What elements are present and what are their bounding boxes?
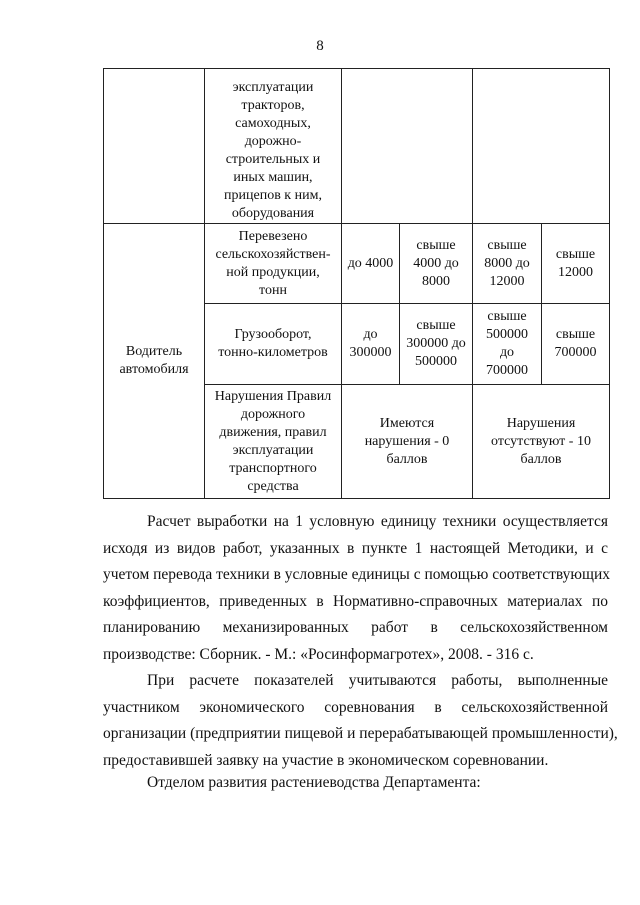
indicator-cell bbox=[205, 385, 342, 499]
paragraph-line: планированию механизированных работ в сельскохозяйственном bbox=[103, 619, 608, 636]
cell-text-line: средства bbox=[247, 478, 299, 494]
position-cell-empty bbox=[104, 69, 205, 224]
value-cell bbox=[473, 224, 542, 304]
position-cell bbox=[104, 224, 205, 499]
paragraph-line: При расчете показателей учитываются работы, выполненные bbox=[147, 672, 608, 689]
cell-text-line: автомобиля bbox=[119, 362, 189, 377]
cell-text-line: дорожного bbox=[240, 406, 306, 422]
value-cell-empty bbox=[342, 69, 473, 224]
table-row bbox=[104, 69, 610, 224]
cell-text-line: Грузооборот, bbox=[234, 327, 312, 342]
paragraph-line: Расчет выработки на 1 условную единицу техники осуществляется bbox=[147, 513, 608, 530]
cell-text-line: оборудования bbox=[231, 206, 315, 221]
cell-text-line: иных машин, bbox=[233, 170, 313, 185]
cell-text-line: 700000 bbox=[554, 345, 597, 360]
cell-text-line: Перевезено bbox=[238, 228, 308, 244]
indicator-cell bbox=[205, 224, 342, 304]
value-cell bbox=[542, 304, 610, 385]
table-row bbox=[104, 224, 610, 304]
paragraph-line: организации (предприятии пищевой и перерабатывающей промышленности), bbox=[103, 725, 618, 742]
indicator-cell bbox=[205, 69, 342, 224]
paragraph-line: исходя из видов работ, указанных в пункте 1 настоящей Методики, и с bbox=[103, 539, 608, 557]
page-number: 8 bbox=[316, 38, 324, 54]
cell-text-line: свыше bbox=[416, 318, 456, 333]
cell-text-line: тонно-километров bbox=[218, 345, 328, 360]
cell-text-line: тонн bbox=[259, 282, 287, 298]
indicator-cell bbox=[205, 304, 342, 385]
cell-text-line: до 4000 bbox=[347, 255, 394, 271]
cell-text-line: Водитель bbox=[125, 344, 183, 359]
cell-text-line: Нарушения bbox=[506, 415, 576, 431]
paragraph-department bbox=[103, 770, 608, 797]
cell-text-line: прицепов к ним, bbox=[224, 188, 322, 203]
cell-text-line: Нарушения Правил bbox=[214, 388, 332, 404]
cell-text-line: Имеются bbox=[379, 415, 435, 431]
cell-text-line: 12000 bbox=[489, 273, 525, 289]
cell-text-line: 4000 до bbox=[413, 255, 459, 271]
cell-text-line: свыше bbox=[487, 237, 527, 253]
cell-text-line: движения, правил bbox=[219, 424, 327, 440]
value-cell bbox=[473, 304, 542, 385]
value-cell bbox=[400, 304, 473, 385]
cell-text-line: 8000 до bbox=[484, 255, 530, 271]
paragraph-line: коэффициентов, приведенных в Нормативно-справочных материалах по bbox=[103, 592, 608, 610]
paragraph-line: учетом перевода техники в условные единицы с помощью соответствующих bbox=[103, 566, 610, 583]
cell-text-line: сельскохозяйствен- bbox=[215, 246, 331, 262]
cell-text-line: 500000 bbox=[486, 327, 528, 342]
cell-text-line: до bbox=[499, 345, 515, 360]
cell-text-line: эксплуатации bbox=[232, 80, 314, 95]
cell-text-line: самоходных, bbox=[235, 116, 311, 131]
paragraph-line: Отделом развития растениеводства Департамента: bbox=[147, 774, 481, 791]
value-cell-empty bbox=[473, 69, 610, 224]
paragraph-line: предоставившей заявку на участие в экономическом соревновании. bbox=[103, 751, 549, 769]
paragraph-line: участником экономического соревнования в сельскохозяйственной bbox=[103, 698, 608, 716]
cell-text-line: нарушения - 0 bbox=[364, 433, 450, 449]
paragraph-works-considered bbox=[103, 668, 618, 774]
cell-text-line: эксплуатации bbox=[232, 442, 314, 458]
value-cell bbox=[400, 224, 473, 304]
cell-text-line: строительных и bbox=[225, 152, 321, 167]
cell-text-line: баллов bbox=[520, 451, 562, 467]
cell-text-line: 8000 bbox=[422, 273, 450, 289]
cell-text-line: 12000 bbox=[558, 264, 593, 280]
value-cell bbox=[342, 385, 473, 499]
cell-text-line: ной продукции, bbox=[226, 264, 320, 280]
cell-text-line: 500000 bbox=[415, 354, 457, 369]
cell-text-line: свыше bbox=[555, 327, 596, 342]
paragraph-line: производстве: Сборник. - М.: «Росинформагротех», 2008. - 316 с. bbox=[103, 645, 534, 663]
cell-text-line: до bbox=[363, 327, 378, 342]
cell-text-line: дорожно- bbox=[244, 134, 302, 149]
cell-text-line: тракторов, bbox=[241, 98, 305, 113]
cell-text-line: транспортного bbox=[229, 460, 317, 476]
value-cell bbox=[342, 224, 400, 304]
cell-text-line: свыше bbox=[416, 237, 456, 253]
cell-text-line: отсутствуют - 10 bbox=[491, 433, 591, 449]
paragraph-output-calculation bbox=[103, 509, 608, 668]
criteria-table bbox=[103, 68, 610, 499]
value-cell bbox=[342, 304, 400, 385]
value-cell bbox=[473, 385, 610, 499]
cell-text-line: баллов bbox=[386, 451, 428, 467]
cell-text-line: 300000 bbox=[349, 345, 392, 360]
cell-text-line: свыше bbox=[487, 309, 527, 324]
cell-text-line: свыше bbox=[555, 246, 596, 262]
cell-text-line: 700000 bbox=[486, 363, 528, 378]
value-cell bbox=[542, 224, 610, 304]
cell-text-line: 300000 до bbox=[406, 336, 466, 351]
